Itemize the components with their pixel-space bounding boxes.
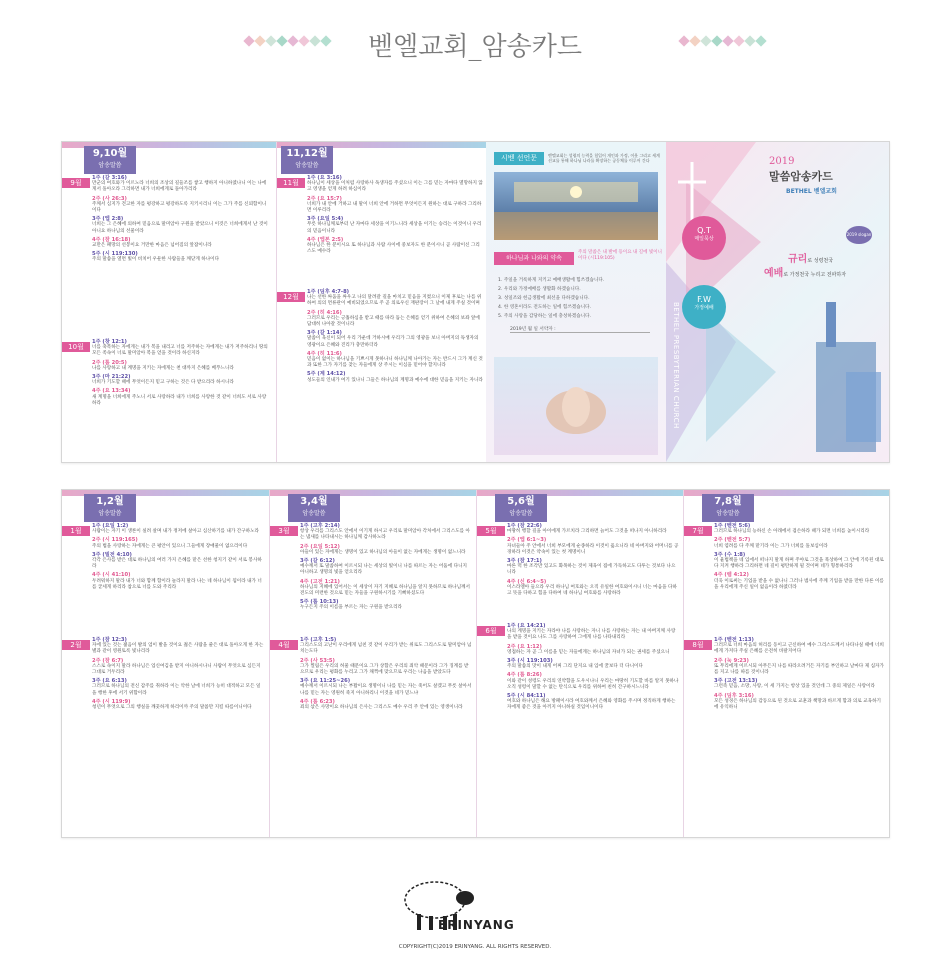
verse-text: 나는 선한 싸움을 싸우고 나의 달려갈 길을 마치고 믿음을 지켰으니 이제 후로는 나를 위하여 의의 면류관이 예비되었으므로 주 곧 의로우신 재판장이 그 날에 내게 주실 것이며 [307, 295, 482, 307]
verse-text: 그가 찔림은 우리의 허물 때문이요 그가 상함은 우리의 죄악 때문이라 그가 징계를 받으므로 우리는 평화를 누리고 그가 채찍에 맞으므로 우리는 나음을 받았도다 [300, 663, 469, 676]
verse-reference: 4주 (시 41:10) [92, 572, 131, 579]
verse-reference: 5주 (롬 10:13) [300, 599, 339, 606]
verse-reference: 4주 (신 6:4~5) [507, 578, 547, 585]
slogan-line-1: 규리로 성령천국 [788, 254, 834, 265]
verse-text: 더욱 이로써는 기업을 받을 수 없나니 그러나 범사에 주께 기업을 받을 만한 다른 이름을 우리에게 주신 일이 없음이라 하였더라 [714, 578, 884, 590]
verse-reference: 2주 (사 53:5) [300, 657, 335, 664]
verse-text: 믿음이 없이는 하나님을 기쁘시게 못하나니 하나님께 나아가는 자는 반드시 그가 계신 것과 또한 그가 자기를 찾는 자들에게 상 주시는 이심을 믿어야 할지니라 [307, 357, 483, 369]
verse-reference: 3주 (고전 13:13) [714, 678, 758, 685]
month-tab: 9,10월 암송말씀 [84, 146, 136, 174]
verse-text: 각각 은사를 받은 대로 하나님의 여러 가지 은혜를 맡은 선한 청지기 같이 서로 봉사하라 [92, 558, 262, 570]
decorative-diamond-icon [722, 35, 733, 46]
verse-text: 너희 염려를 다 주께 맡기라 이는 그가 너희를 돌보심이라 [714, 543, 828, 549]
verse-reference: 2주 (시 119:165) [92, 537, 138, 544]
verse-list [92, 523, 264, 593]
month-label: 2월 [62, 640, 90, 650]
month-label: 12월 [277, 292, 305, 302]
card-sep-oct [62, 142, 276, 462]
brand-name: ERINYANG [438, 918, 515, 932]
verse-text: 모든 성경은 하나님의 감동으로 된 것으로 교훈과 책망과 바르게 함과 의로 교육하기에 유익하니 [714, 698, 881, 711]
verse-reference: 2주 (눅 9:23) [714, 657, 749, 664]
verse-reference: 2주 (요 1:12) [507, 643, 542, 650]
verse-reference: 4주 (딤후 3:16) [714, 692, 754, 699]
verse-text: 청년이 무엇으로 그의 행실을 깨끗하게 하리이까 주의 말씀만 지킬 따름이니이다 [92, 705, 252, 711]
vertical-church-name: BETHEL PRESBYTERIAN CHURCH [672, 302, 680, 429]
month-label: 10월 [62, 342, 90, 352]
verse-list [507, 623, 679, 714]
verse-text: 주의 법을 사랑하는 자에게는 큰 평안이 있으니 그들에게 장애물이 없으리이다 [92, 543, 248, 549]
verse-reference: 1주 (창 12:1) [92, 339, 127, 345]
church-tag: BETHEL PRESBYTERIAN CHURCH [800, 501, 879, 506]
church-logo: BETHEL 벧엘교회 [786, 188, 837, 195]
decorative-diamond-icon [254, 35, 265, 46]
verse-text: 두려워하지 말라 내가 너와 함께 함이라 놀라지 말라 나는 네 하나님이 됨이라 내가 너를 굳세게 하리라 참으로 너를 도와 주리라 [92, 578, 262, 590]
verse-reference: 2주 (히 4:16) [307, 309, 342, 316]
verse-text: 주께서 심지가 견고한 자를 평강하고 평강하도록 지키시리니 이는 그가 주를 신뢰함이니이다 [92, 201, 267, 214]
verse-text: 이와 같이 성령도 우리의 연약함을 도우시나니 우리는 마땅히 기도할 바를 알지 못하나 오직 성령이 말할 수 없는 탄식으로 우리를 위하여 친히 간구하시느니라 [507, 678, 679, 690]
verse-text: 아들이 있는 자에게는 생명이 있고 하나님의 아들이 없는 자에게는 생명이 없느니라 [300, 549, 466, 555]
verse-text: 자에 있는 것는 젊음이 발의 엄이 발을 것이요 젊은 사람을 줄은 대로 돌아오게 한 자는 별과 같이 영원토록 빛나리라 [92, 643, 264, 655]
fw-badge: F.W 가정예배 [682, 285, 726, 329]
cover-title: 말씀암송카드 [769, 170, 833, 183]
verse-text: 마른 떡 한 조각만 있고도 화목하는 것이 제육이 집에 가득하고도 다투는 것보다 나으니라 [507, 564, 676, 576]
pledge-item: 2. 우리와 가정예배를 생활화 하겠습니다. [498, 287, 581, 292]
decorative-diamond-icon [744, 35, 755, 46]
verse-text: 무릇 하나님께로부터 난 자마다 세상을 이기느니라 세상을 이기는 승리는 이것이니 우리의 믿음이니라 [307, 222, 482, 234]
verse-list [92, 637, 264, 713]
page-title: 벧엘교회_암송카드 [368, 32, 582, 62]
verse-reference: 2주 (롬 20:5) [92, 359, 127, 366]
verse-text: 예수께서 이르시되 나는 부활이요 생명이니 나를 믿는 자는 죽어도 살겠고 무릇 살아서 나를 믿는 자는 영원히 죽지 아니하리니 이것을 네가 믿느냐 [300, 684, 472, 696]
slogan-text: 벧엘교회는 성령의 능력을 힘입어 개인과 가정, 이웃 그리고 세계선교를 통해 하나님 나라를 확장하는 공동체를 이루어 간다 [548, 153, 660, 163]
church-tag: BETHEL PRESBYTERIAN CHURCH [388, 501, 467, 506]
month-label: 11월 [277, 178, 305, 188]
pledge-item: 3. 성일조와 헌금생활에 최선을 다하겠습니다. [498, 296, 590, 301]
verse-reference: 1주 (잠 22:6) [507, 523, 542, 529]
slogan-title: 시벧 선언문 [494, 152, 544, 165]
decorative-diamond-icon [243, 35, 254, 46]
month-label: 9월 [62, 178, 90, 188]
verse-list [307, 289, 483, 386]
verse-reference: 3주 (갈 1:14) [307, 330, 342, 337]
verse-text: 그리스도의 고난이 우리에게 넘친 것 같이 우리가 받는 위로도 그리스도로 말미암아 넘치는도다 [300, 643, 472, 655]
verse-list [507, 523, 679, 599]
verse-text: 마땅히 행할 길을 아이에게 가르치라 그리하면 늙어도 그것을 떠나지 아니하리라 [507, 529, 667, 535]
verse-text: 나의 계명을 지키는 자라야 나를 사랑하는 자니 나를 사랑하는 자는 내 아버지께 사랑을 받을 것이요 나도 그를 사랑하여 그에게 나를 나타내리라 [507, 629, 676, 641]
decorative-diamond-icon [755, 35, 766, 46]
card-nov-dec [277, 142, 487, 462]
verse-reference: 2주 (벧전 5:7) [714, 537, 751, 544]
pledge-item: 1. 주일을 거룩하게 지키고 예배생활에 힘쓰겠습니다. [498, 278, 605, 283]
verse-reference: 5주 (계 14:12) [307, 371, 346, 378]
verse-reference: 5주 (시 84:11) [507, 693, 546, 700]
verse-text: 너희가 기도할 때에 무엇이든지 믿고 구하는 것은 다 받으리라 하시니라 [92, 380, 234, 386]
church-tag: BETHEL PRESBYTERIAN CHURCH [192, 153, 271, 158]
month-tab: 3,4월 암송말씀 [288, 494, 340, 522]
verse-text: 그러므로 하나님의 능하신 손 아래에서 겸손하라 때가 되면 너희를 높이시리라 [714, 529, 870, 535]
verse-text: 너를 축복하는 자에게는 내가 복을 내리고 너를 저주하는 자에게는 내가 저주하리니 땅의 모든 족속이 너로 말미암아 복을 얻을 것이라 하신지라 [92, 345, 268, 357]
verse-text: 말씀이 육신이 되어 우리 가운데 거하시매 우리가 그의 영광을 보니 아버지의 독생자의 영광이요 은혜와 진리가 충만하더라 [307, 336, 479, 348]
verse-text: 너희가 내 안에 거하고 내 말이 너희 안에 거하면 무엇이든지 원하는 대로 구하라 그리하면 이루리라 [307, 201, 482, 214]
verse-reference: 1주 (요 3:16) [307, 175, 342, 181]
month-label: 4월 [270, 640, 298, 650]
card-jan-feb [62, 490, 269, 837]
slogan-line-2: 예배로 가정천국 누리고 전파하자 [764, 268, 847, 279]
decorative-diamond-icon [276, 35, 287, 46]
church-tag: BETHEL PRESBYTERIAN CHURCH [389, 153, 468, 158]
worship-photo-image [494, 172, 658, 240]
month-label: 6월 [477, 626, 505, 636]
verse-reference: 3주 (시 119:103) [507, 658, 553, 665]
verse-reference: 4주 (롬 8:26) [507, 672, 542, 679]
signature-line: 2019년 월 일 서약자 : [510, 326, 650, 333]
verse-text: 스스로 속이지 말라 하나님은 업신여김을 받지 아니하시나니 사람이 무엇으로 심든지 그대로 거두리라 [92, 663, 261, 676]
front-cover [666, 142, 889, 462]
page-header [0, 18, 950, 68]
verse-text: 교만은 패망의 선봉이요 거만한 마음은 넘어짐의 앞잡이니라 [92, 243, 212, 249]
month-tab: 11,12월 암송말씀 [281, 146, 333, 174]
verse-reference: 3주 (빌전 4:10) [92, 551, 132, 558]
verse-reference: 3주 (엡 2:8) [92, 216, 124, 223]
verse-reference: 3주 (갈 6:12) [300, 558, 335, 565]
verse-text: 그런즉 믿음, 소망, 사랑, 이 세 가지는 항상 있을 것인데 그 중의 제일은 사랑이라 [714, 684, 875, 690]
verse-text: 주의 말씀을 열면 빛이 비치어 우둔한 사람들을 깨닫게 하나이다 [92, 257, 220, 263]
slogan-badge: 2019 slogan [846, 226, 872, 244]
cover-year: 2019 [769, 156, 795, 167]
verse-reference: 3주 (요일 5:4) [307, 216, 344, 223]
qt-badge: Q.T 매일묵상 [682, 216, 726, 260]
verse-text: 너희는 그 은혜에 의하여 믿음으로 말미암아 구원을 받았으니 이것은 너희에게서 난 것이 아니요 하나님의 선물이라 [92, 222, 268, 234]
verse-text: 만군의 여호와가 이르노라 너희의 조상의 길들조를 쌓고 행하지 아니하였나니 이는 나에게서 돌아오라 그리하면 내가 너희에게로 돌아가리라 [92, 181, 267, 193]
verse-reference: 1주 (벧전 5:6) [714, 523, 751, 529]
month-label: 1월 [62, 526, 90, 536]
decorative-diamond-icon [678, 35, 689, 46]
verse-text: 하나님은 한 분이시요 또 하나님과 사람 사이에 중보자도 한 분이시니 곧 사람이신 그리스도 예수라 [307, 243, 480, 255]
verse-reference: 1주 (잠 12:3) [92, 637, 127, 643]
verse-list [307, 175, 483, 257]
verse-reference: 1주 (고후 1:5) [300, 637, 337, 643]
church-tag: BETHEL PRESBYTERIAN CHURCH [182, 501, 261, 506]
verse-reference: 1주 (벧전 1:13) [714, 637, 754, 643]
month-tab: 1,2월 암송말씀 [84, 494, 136, 522]
verse-text: 주의 말씀의 맛이 내게 어찌 그리 단지요 내 입에 꿀보다 더 다니이다 [507, 664, 643, 670]
verse-text: 예수께서 또 말씀하여 이르시되 나는 세상의 빛이니 나를 따르는 자는 어둠에 다니지 아니하고 생명의 빛을 얻으리라 [300, 564, 467, 576]
verse-reference: 3주 (잠 17:1) [507, 558, 542, 565]
verse-reference: 2주 (엡 6:1~3) [507, 537, 547, 544]
verse-list [92, 339, 270, 409]
bottom-sheet [61, 489, 890, 838]
verse-reference: 3주 (요 6:13) [92, 678, 127, 685]
verse-reference: 2주 (잠 6:7) [92, 657, 124, 664]
verse-reference: 1주 (요 14:21) [507, 623, 546, 629]
verse-reference: 4주 (고전 1:21) [300, 578, 340, 585]
verse-text: 사람이는 자기 이 생론이 실려 살며 내가 정저에 살아고 심산하기를 내가 간구하노라 [92, 529, 259, 535]
pledge-item: 5. 주의 사랑을 감당하는 일에 충성하겠습니다. [498, 314, 592, 319]
verse-list [714, 523, 884, 593]
verse-reference: 4주 (히 11:6) [307, 350, 342, 357]
month-label: 5월 [477, 526, 505, 536]
verse-text: 여호와 하나님은 해요 방패이시라 여호와께서 은혜와 영화를 주시며 정직하게 행하는 자에게 좋은 것을 아끼지 아니하실 것임이니이다 [507, 699, 676, 711]
verse-text: 새 계명을 너희에게 주노니 서로 사랑하라 내가 너희를 사랑한 것 같이 너희도 서로 사랑하라 [92, 394, 267, 406]
verse-text: 또 무리에게 이르시되 아무든지 나를 따라오려거든 자기를 부인하고 날마다 제 십자가를 지고 나를 따를 것이니라 [714, 663, 884, 676]
verse-list [300, 523, 472, 614]
verse-list [300, 637, 472, 713]
verse-text: 성도들의 인내가 여기 있나니 그들은 하나님의 계명과 예수에 대한 믿음을 지키는 자니라 [307, 377, 483, 383]
verse-reference: 1주 (고후 2:14) [300, 523, 340, 529]
verse-reference: 4주 (롬 6:23) [300, 698, 335, 705]
card-may-jun [477, 490, 683, 837]
verse-reference: 4주 (잠 16:18) [92, 236, 131, 243]
month-tab: 5,6월 암송말씀 [495, 494, 547, 522]
copyright: COPYRIGHT(C)2019 ERINYANG. ALL RIGHTS RESERVED. [398, 944, 552, 950]
verse-reference: 2주 (사 26:3) [92, 195, 127, 202]
verse-reference: 4주 (시 119:9) [92, 698, 131, 705]
verse-reference: 2주 (요일 5:12) [300, 543, 340, 550]
card-jul-aug [684, 490, 889, 837]
decorative-diamond-icon [700, 35, 711, 46]
pledge-list [498, 276, 658, 321]
pledge-item: 4. 한 영혼이라도 전도하는 일에 힘쓰겠습니다. [498, 305, 592, 310]
verse-reference: 4주 (엡본 2:5) [307, 236, 344, 243]
pledge-panel [486, 142, 666, 462]
verse-text: 나를 사랑하고 내 계명을 지키는 자에게는 천 대까지 은혜를 베푸느니라 [92, 365, 234, 371]
verse-text: 이 율법책을 네 입에서 떠나지 말게 하며 주야로 그것을 묵상하여 그 안에 기록된 대로 다 지켜 행하라 그리하면 네 길이 평탄하게 될 것이며 네가 형통하리라 [714, 558, 884, 570]
verse-text: 하나님이 세상을 이처럼 사랑하사 독생자를 주셨으니 이는 그를 믿는 자마다 멸망하지 않고 영생을 얻게 하려 하심이라 [307, 181, 483, 193]
verse-text: 누구든지 주의 이름을 부르는 자는 구원을 받으리라 [300, 605, 402, 611]
decorative-diamond-icon [711, 35, 722, 46]
verse-reference: 3주 (마 21:22) [92, 374, 131, 381]
verse-list [714, 637, 884, 713]
verse-reference: 2주 (요 15:7) [307, 195, 342, 202]
month-tab: 7,8월 암송말씀 [702, 494, 754, 522]
church-tag: BETHEL PRESBYTERIAN CHURCH [595, 501, 674, 506]
verse-text: 항상 우리를 그리스도 안에서 이기게 하시고 우리로 말미암아 각처에서 그리스도를 아는 냄새를 나타내시는 하나님께 감사하노라 [300, 529, 470, 541]
worship-photo [494, 172, 658, 240]
verse-reference: 3주 (요 11:25~26) [300, 678, 351, 685]
verse-reference: 5주 (시 119:130) [92, 251, 138, 258]
verse-reference: 1주 (갈 3:16) [92, 175, 127, 181]
verse-text: 자녀들아 주 안에서 너희 부모에게 순종하라 이것이 옳으니라 네 아버지와 어머니를 공경하라 이것은 약속이 있는 첫 계명이니 [507, 543, 679, 555]
verse-text: 이스라엘아 들으라 우리 하나님 여호와는 오직 유일한 여호와이시니 너는 마음을 다하고 뜻을 다하고 힘을 다하여 네 하나님 여호와를 사랑하라 [507, 584, 677, 597]
verse-reference: 4주 (렘 4:12) [714, 572, 749, 579]
decorative-diamond-icon [265, 35, 276, 46]
verse-text: 죄의 삯은 사망이요 하나님의 은사는 그리스도 예수 우리 주 안에 있는 영생이니라 [300, 705, 463, 711]
verse-reference: 1주 (딤후 4:7-8) [307, 289, 350, 295]
verse-text: 그러므로 하나님의 전신 갑주를 취하라 이는 악한 날에 너희가 능히 대적하고 모든 일을 행한 후에 서기 위함이라 [92, 684, 261, 696]
month-label: 8월 [684, 640, 712, 650]
prayer-subtitle: 주의 말씀은 내 발에 등이요 내 길에 빛이니이다 (시119:105) [578, 250, 662, 261]
decorative-diamond-icon [733, 35, 744, 46]
top-sheet [61, 141, 890, 463]
verse-reference: 3주 (수 1:8) [714, 551, 746, 558]
verse-text: 그러므로 우리는 긍휼하심을 받고 때를 따라 돕는 은혜를 얻기 위하여 은혜의 보좌 앞에 담대히 나아갈 것이니라 [307, 315, 480, 328]
praying-hands-photo [494, 357, 658, 455]
verse-text: 그러므로 너희 마음의 허리를 동이고 근신하여 예수 그리스도께서 나타나실 때에 너희에게 가져다 주실 은혜를 온전히 바랄지어다 [714, 643, 884, 655]
verse-reference: 1주 (요일 1:2) [92, 523, 129, 529]
verse-list [92, 175, 270, 266]
decorative-diamond-icon [689, 35, 700, 46]
prayer-title: 하나님과 나와의 약속 [494, 252, 574, 265]
decorative-diamond-icon [287, 35, 298, 46]
card-mar-apr [270, 490, 476, 837]
month-label: 3월 [270, 526, 298, 536]
verse-text: 영접하는 자 곧 그 이름을 믿는 자들에게는 하나님의 자녀가 되는 권세를 주셨으니 [507, 649, 670, 655]
verse-text: 하나님의 지혜에 있어서는 이 세상이 자기 지혜로 하나님을 알지 못하므로 하나님께서 전도의 미련한 것으로 믿는 자들을 구원하시기를 기뻐하셨도다 [300, 584, 470, 597]
month-label: 7월 [684, 526, 712, 536]
verse-reference: 4주 (요 13:34) [92, 388, 131, 395]
